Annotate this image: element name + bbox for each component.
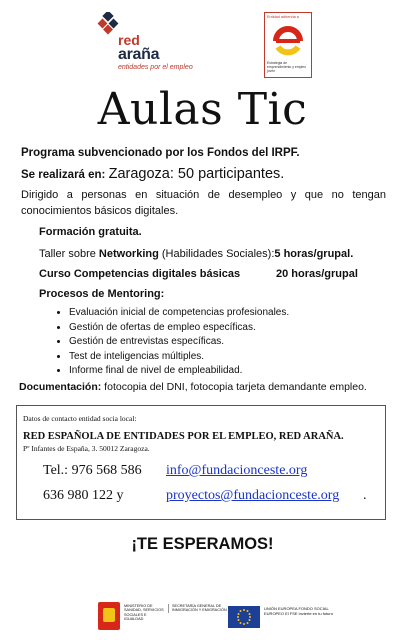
email-link-proyectos[interactable]: proyectos@fundacionceste.org (166, 488, 340, 503)
red-arana-logo-icon (97, 12, 119, 36)
email-link-info[interactable]: info@fundacionceste.org (166, 463, 308, 478)
taller-topic: Networking (98, 248, 159, 260)
mentoring-list (55, 306, 289, 379)
eu-logo (228, 605, 348, 631)
email-suffix: . (363, 488, 367, 503)
contact-organization: RED ESPAÑOLA DE ENTIDADES POR EL EMPLEO, RED ARAÑA. (23, 431, 344, 442)
ministry-logo (98, 602, 226, 632)
location-prefix: Se realizará en: (21, 169, 106, 181)
seal-top-text: Entidad adherida a (267, 15, 299, 19)
list-item: • Evaluación inicial de competencias profesionales. (69, 306, 289, 321)
secretariat-text: SECRETARÍA GENERAL DE INMIGRACIÓN Y EMIGRACIÓN (168, 604, 232, 613)
documentation-line (19, 381, 367, 393)
program-location-line (21, 166, 284, 182)
digital-course-label: Curso Competencias digitales básicas (39, 268, 241, 280)
logo-text-arana: araña (118, 46, 160, 63)
taller-prefix: Taller sobre (39, 248, 99, 260)
seal-emblem-icon (272, 23, 304, 59)
program-funding-line: Programa subvencionado por los Fondos del IRPF. (21, 147, 300, 159)
ministry-text: MINISTERIO DE SANIDAD, SERVICIOS SOCIALES E IGUALDAD (124, 604, 164, 622)
contact-mobile: 636 980 122 y (43, 488, 124, 503)
target-audience-text: Dirigido a personas en situación de desempleo y que no tengan conocimientos básicos digitales. (21, 189, 386, 217)
contact-address: Pº Infantes de España, 3. 50012 Zaragoza. (23, 444, 150, 453)
taller-hours: 5 horas/grupal. (274, 248, 354, 260)
eu-flag-icon (228, 606, 260, 628)
mentoring-heading: Procesos de Mentoring: (39, 288, 165, 300)
page-title: Aulas Tic (97, 84, 308, 135)
list-item: • Gestión de ofertas de empleo específicas. (69, 321, 289, 336)
contact-phone: Tel.: 976 568 586 (43, 463, 142, 478)
networking-workshop-line (39, 248, 353, 260)
digital-course-hours: 20 horas/grupal (276, 268, 358, 280)
logo-text-red: red (118, 32, 140, 48)
logo-tagline: entidades por el empleo (118, 64, 193, 71)
free-training-label: Formación gratuita. (39, 226, 142, 238)
taller-detail: (Habilidades Sociales): (158, 248, 275, 260)
location-value: Zaragoza: 50 participantes. (108, 166, 285, 182)
seal-bottom-text: Estrategia de emprendimiento y empleo joven (267, 61, 307, 73)
documentation-label: Documentación: (19, 381, 102, 393)
documentation-text: fotocopia del DNI, fotocopia tarjeta demandante empleo. (101, 381, 367, 393)
contact-label: Datos de contacto entidad socia local: (23, 414, 137, 423)
strategy-seal-logo (264, 12, 312, 78)
spain-shield-icon (98, 602, 120, 630)
list-item: • Test de inteligencias múltiples. (69, 350, 289, 365)
eu-text: UNIÓN EUROPEA FONDO SOCIAL EUROPEO El FSE invierte en tu futuro (264, 606, 333, 616)
closing-message: ¡TE ESPERAMOS! (131, 535, 274, 553)
contact-box (16, 405, 386, 520)
list-item: • Gestión de entrevistas específicas. (69, 335, 289, 350)
list-item: • Informe final de nivel de empleabilidad. (69, 364, 289, 379)
